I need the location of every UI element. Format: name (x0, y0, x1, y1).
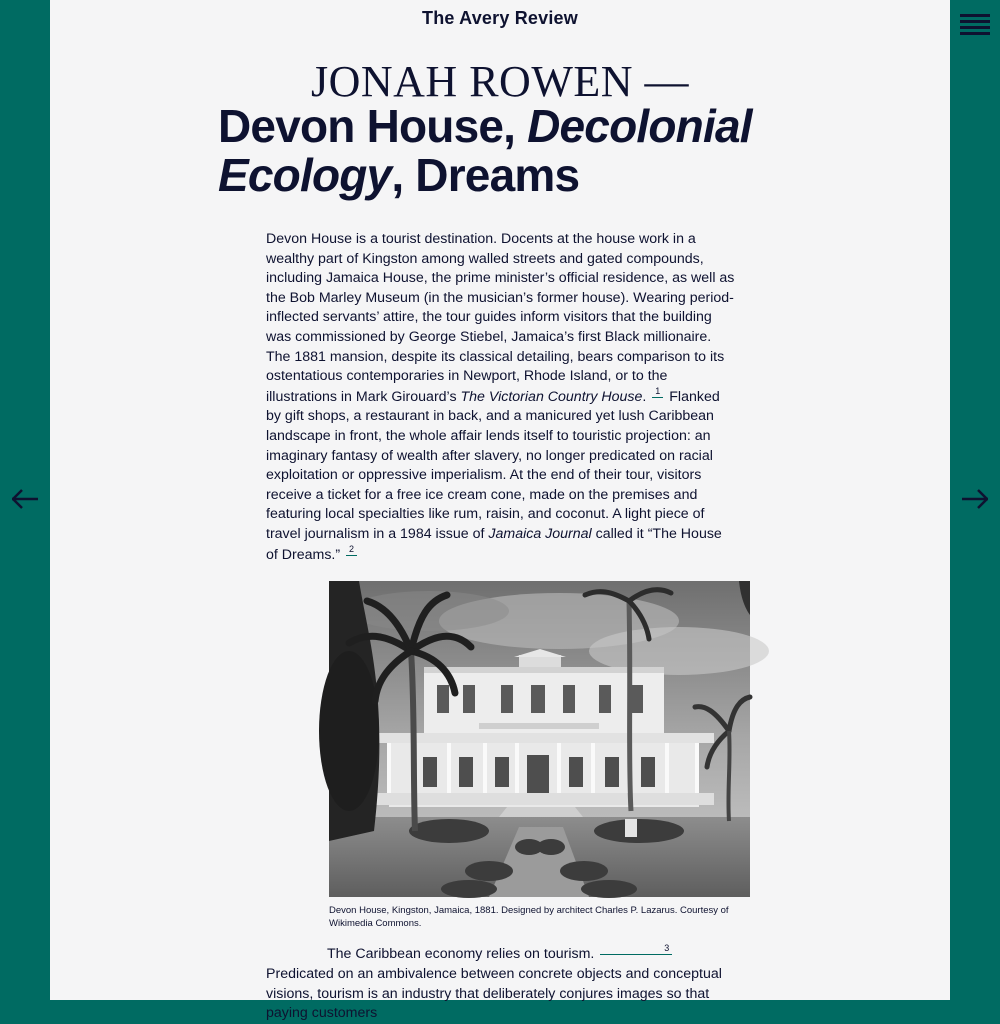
article-page (50, 0, 950, 1022)
article-headline (218, 102, 818, 200)
article-paragraph-1 (266, 230, 736, 565)
paragraph-text: Predicated on an ambivalence between concrete objects and conceptual visions, tourism is an industry that deliberately conjures images so that paying customers (266, 965, 722, 1022)
headline-italic: Decolonial Ecology (218, 100, 752, 201)
hamburger-menu-icon[interactable] (960, 14, 990, 30)
menu-line (960, 14, 990, 17)
article-author[interactable]: JONAH ROWEN — (310, 57, 690, 106)
menu-line (960, 26, 990, 29)
book-title: The Victorian Country House (460, 388, 643, 405)
menu-line (960, 20, 990, 23)
paragraph-text: . (642, 388, 651, 405)
footnote-link-2[interactable]: 2 (346, 545, 357, 556)
site-title[interactable]: The Avery Review (422, 8, 578, 28)
arrow-left-icon[interactable] (10, 486, 40, 512)
figure-caption: Devon House, Kingston, Jamaica, 1881. Designed by architect Charles P. Lazarus. Courtesy of Wikimedia Commons. (329, 905, 729, 929)
arrow-right-icon[interactable] (960, 486, 990, 512)
paragraph-text: Devon House is a tourist destination. Docents at the house work in a wealthy part of Kingston among walled streets and gated compounds, including Jamaica House, the prime minister’s official residence, as well as the Bob Marley Museum (in the musician’s former house). Wearing period-inflected servants’ attire, the tour guides inform visitors that the building was commissioned by George Stiebel, Jamaica’s first Black millionaire. The 1881 mansion, despite its classical detailing, bears comparison to its ostentatious contemporaries in Newport, Rhode Island, or to the illustrations in Mark Girouard’s (266, 231, 735, 405)
paragraph-text: Flanked by gift shops, a restaurant in back, and a manicured yet lush Caribbean landscape in front, the whole affair lends itself to touristic projection: an imaginary fantasy of wealth after slavery, no longer predicated on racial exploitation or oppressive imperialism. At the end of their tour, visitors receive a ticket for a free ice cream cone, made on the premises and featuring local specialties like rum, raisin, and coconut. A light piece of travel journalism in a 1984 issue of (266, 388, 720, 542)
headline-part-1: Devon House, (218, 100, 528, 152)
footnote-link-1[interactable]: 1 (652, 387, 663, 398)
paragraph-text: called it “The House of Dreams.” (266, 525, 722, 563)
footnote-link-3[interactable]: 3 (600, 944, 672, 955)
devon-house-photo (329, 581, 750, 897)
headline-part-2: , Dreams (391, 149, 580, 201)
journal-title: Jamaica Journal (488, 525, 592, 542)
paragraph-text: The Caribbean economy relies on tourism. (327, 946, 599, 962)
article-paragraph-2 (266, 944, 736, 1024)
menu-line (960, 32, 990, 35)
